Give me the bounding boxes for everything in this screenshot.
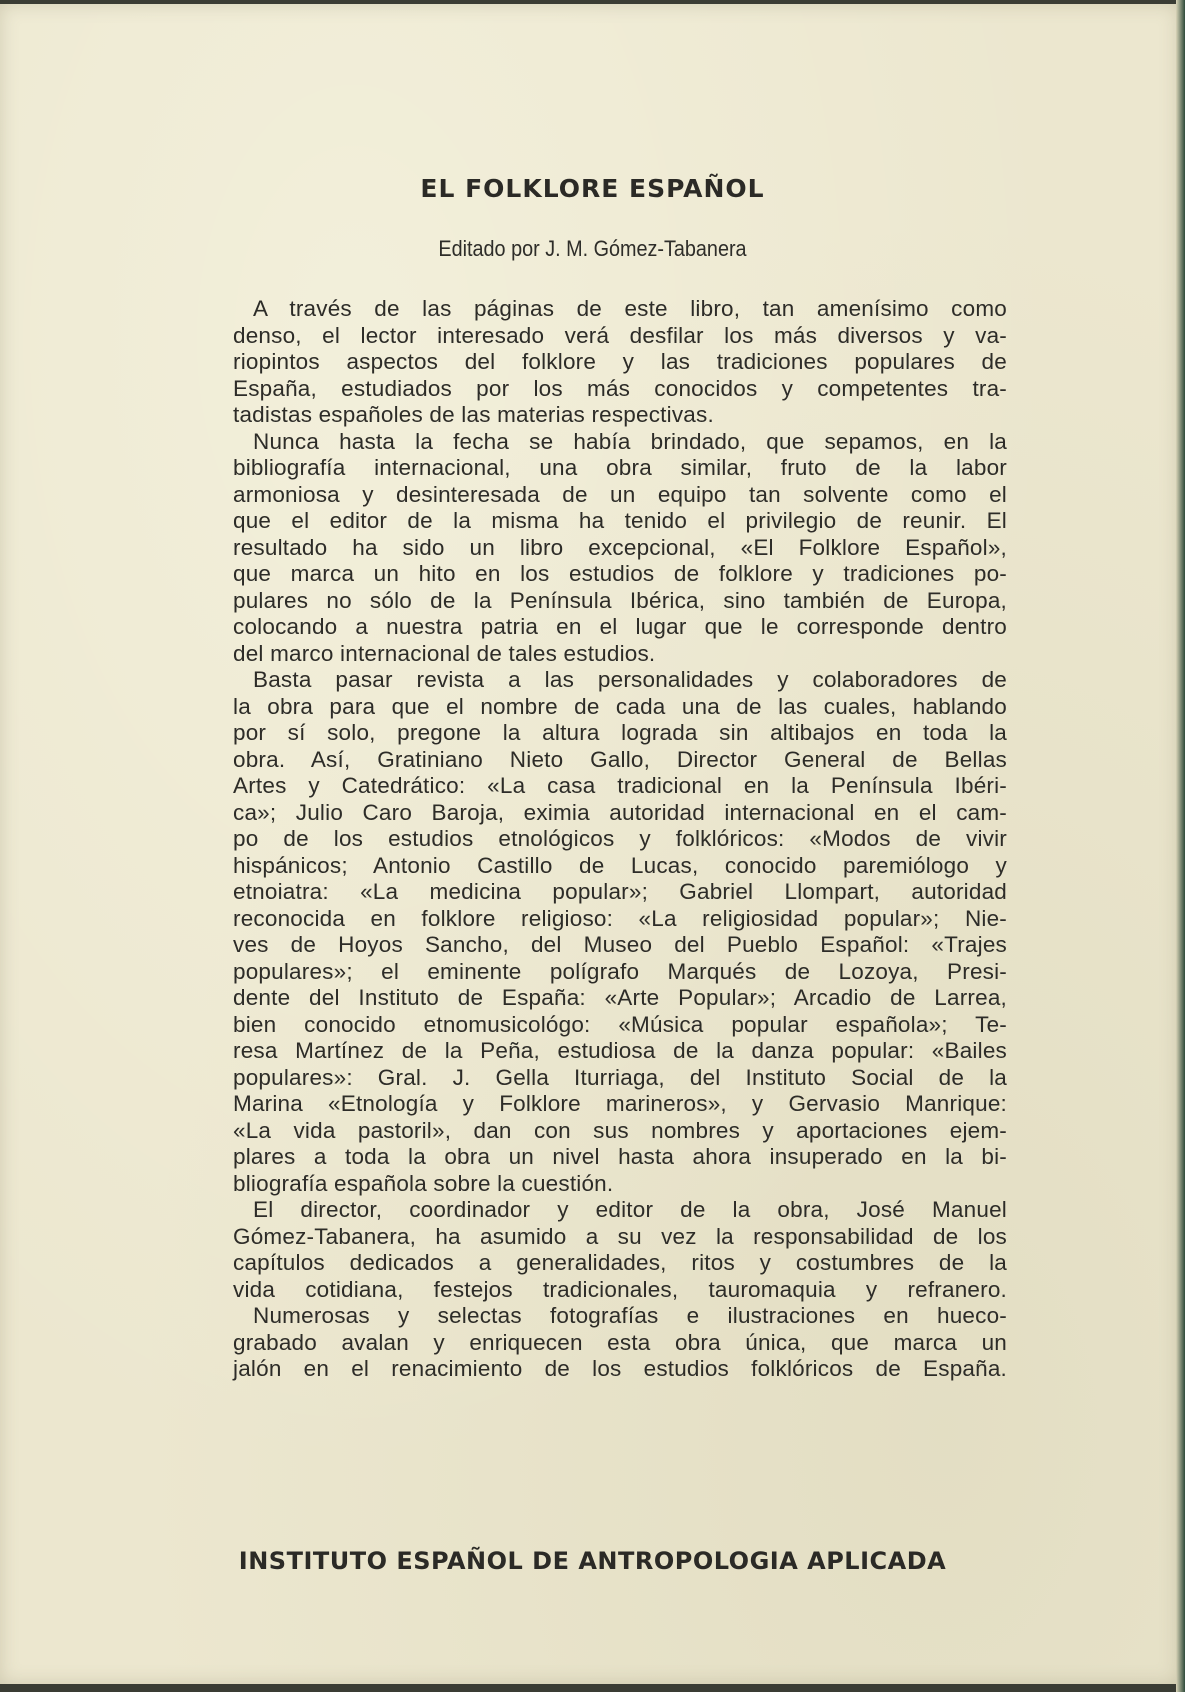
text-line: ca»; Julio Caro Baroja, eximia autoridad internacional en el cam- <box>233 799 1007 825</box>
text-line: dente del Instituto de España: «Arte Popular»; Arcadio de Larrea, <box>233 985 1007 1010</box>
text-line: grabado avalan y enriquecen esta obra única, que marca un <box>233 1329 1007 1355</box>
text-line: armoniosa y desinteresada de un equipo tan solvente como el <box>233 481 1007 507</box>
spine-edge <box>1176 0 1185 1692</box>
book-title: EL FOLKLORE ESPAÑOL <box>420 174 765 203</box>
text-line: bliografía española sobre la cuestión. <box>233 1170 614 1196</box>
text-line: hispánicos; Antonio Castillo de Lucas, conocido paremiólogo y <box>233 852 1007 878</box>
text-line: populares»; el eminente polígrafo Marqués de Lozoya, Presi- <box>233 958 1007 984</box>
text-line: del marco internacional de tales estudios. <box>233 640 656 666</box>
text-line: Gómez-Tabanera, ha asumido a su vez la responsabilidad de los <box>233 1223 1007 1249</box>
text-line: la obra para que el nombre de cada una de las cuales, hablando <box>233 693 1007 719</box>
text-line: Numerosas y selectas fotografías e ilustraciones en hueco- <box>253 1303 1007 1328</box>
text-line: Nunca hasta la fecha se había brindado, que sepamos, en la <box>253 428 1007 454</box>
text-line: «La vida pastoril», dan con sus nombres y aportaciones ejem- <box>233 1117 1007 1143</box>
editor-credit: Editado por J. M. Gómez-Tabanera <box>438 236 747 261</box>
text-line: vida cotidiana, festejos tradicionales, tauromaquia y refranero. <box>233 1276 1007 1302</box>
book-back-cover <box>0 4 1178 1684</box>
text-line: plares a toda la obra un nivel hasta ahora insuperado en la bi- <box>233 1144 1007 1169</box>
text-line: resa Martínez de la Peña, estudiosa de la danza popular: «Bailes <box>233 1038 1007 1063</box>
text-line: A través de las páginas de este libro, tan amenísimo como <box>253 296 1007 321</box>
text-line: tadistas españoles de las materias respectivas. <box>233 402 714 427</box>
text-line: obra. Así, Gratiniano Nieto Gallo, Director General de Bellas <box>233 746 1007 772</box>
text-line: bibliografía internacional, una obra similar, fruto de la labor <box>233 455 1007 480</box>
text-line: que el editor de la misma ha tenido el privilegio de reunir. El <box>233 508 1007 533</box>
text-line: Basta pasar revista a las personalidades y colaboradores de <box>253 667 1007 692</box>
text-line: riopintos aspectos del folklore y las tradiciones populares de <box>233 349 1007 374</box>
text-line: Artes y Catedrático: «La casa tradicional en la Península Ibéri- <box>233 773 1007 798</box>
text-line: capítulos dedicados a generalidades, ritos y costumbres de la <box>233 1250 1007 1275</box>
text-line: ves de Hoyos Sancho, del Museo del Pueblo Español: «Trajes <box>233 932 1007 957</box>
text-line: Marina «Etnología y Folklore marineros», y Gervasio Manrique: <box>233 1091 1007 1116</box>
text-line: reconocida en folklore religioso: «La religiosidad popular»; Nie- <box>233 905 1007 931</box>
text-line: denso, el lector interesado verá desfilar los más diversos y va- <box>233 322 1007 348</box>
text-line: colocando a nuestra patria en el lugar que le corresponde dentro <box>233 614 1007 639</box>
paragraph <box>233 1197 1007 1303</box>
paragraph <box>233 296 1007 429</box>
text-line: populares»: Gral. J. Gella Iturriaga, del Instituto Social de la <box>233 1064 1007 1090</box>
text-line: por sí solo, pregone la altura lograda sin altibajos en toda la <box>233 720 1007 745</box>
text-line: etnoiatra: «La medicina popular»; Gabriel Llompart, autoridad <box>233 879 1007 904</box>
text-line: que marca un hito en los estudios de folklore y tradiciones po- <box>233 561 1007 586</box>
publisher-name: INSTITUTO ESPAÑOL DE ANTROPOLOGIA APLICADA <box>238 1547 947 1575</box>
text-line: po de los estudios etnológicos y folklóricos: «Modos de vivir <box>233 826 1007 851</box>
paragraph <box>233 1303 1007 1383</box>
text-line: pulares no sólo de la Península Ibérica, sino también de Europa, <box>233 587 1007 613</box>
paragraph <box>233 429 1007 668</box>
text-line: El director, coordinador y editor de la obra, José Manuel <box>253 1197 1007 1222</box>
text-line: España, estudiados por los más conocidos y competentes tra- <box>233 375 1007 401</box>
text-line: bien conocido etnomusicológo: «Música popular española»; Te- <box>233 1011 1007 1037</box>
paragraph <box>233 667 1007 1197</box>
text-line: jalón en el renacimiento de los estudios folklóricos de España. <box>233 1356 1007 1381</box>
text-line: resultado ha sido un libro excepcional, «El Folklore Español», <box>233 534 1007 560</box>
blurb-text <box>233 296 1007 1383</box>
